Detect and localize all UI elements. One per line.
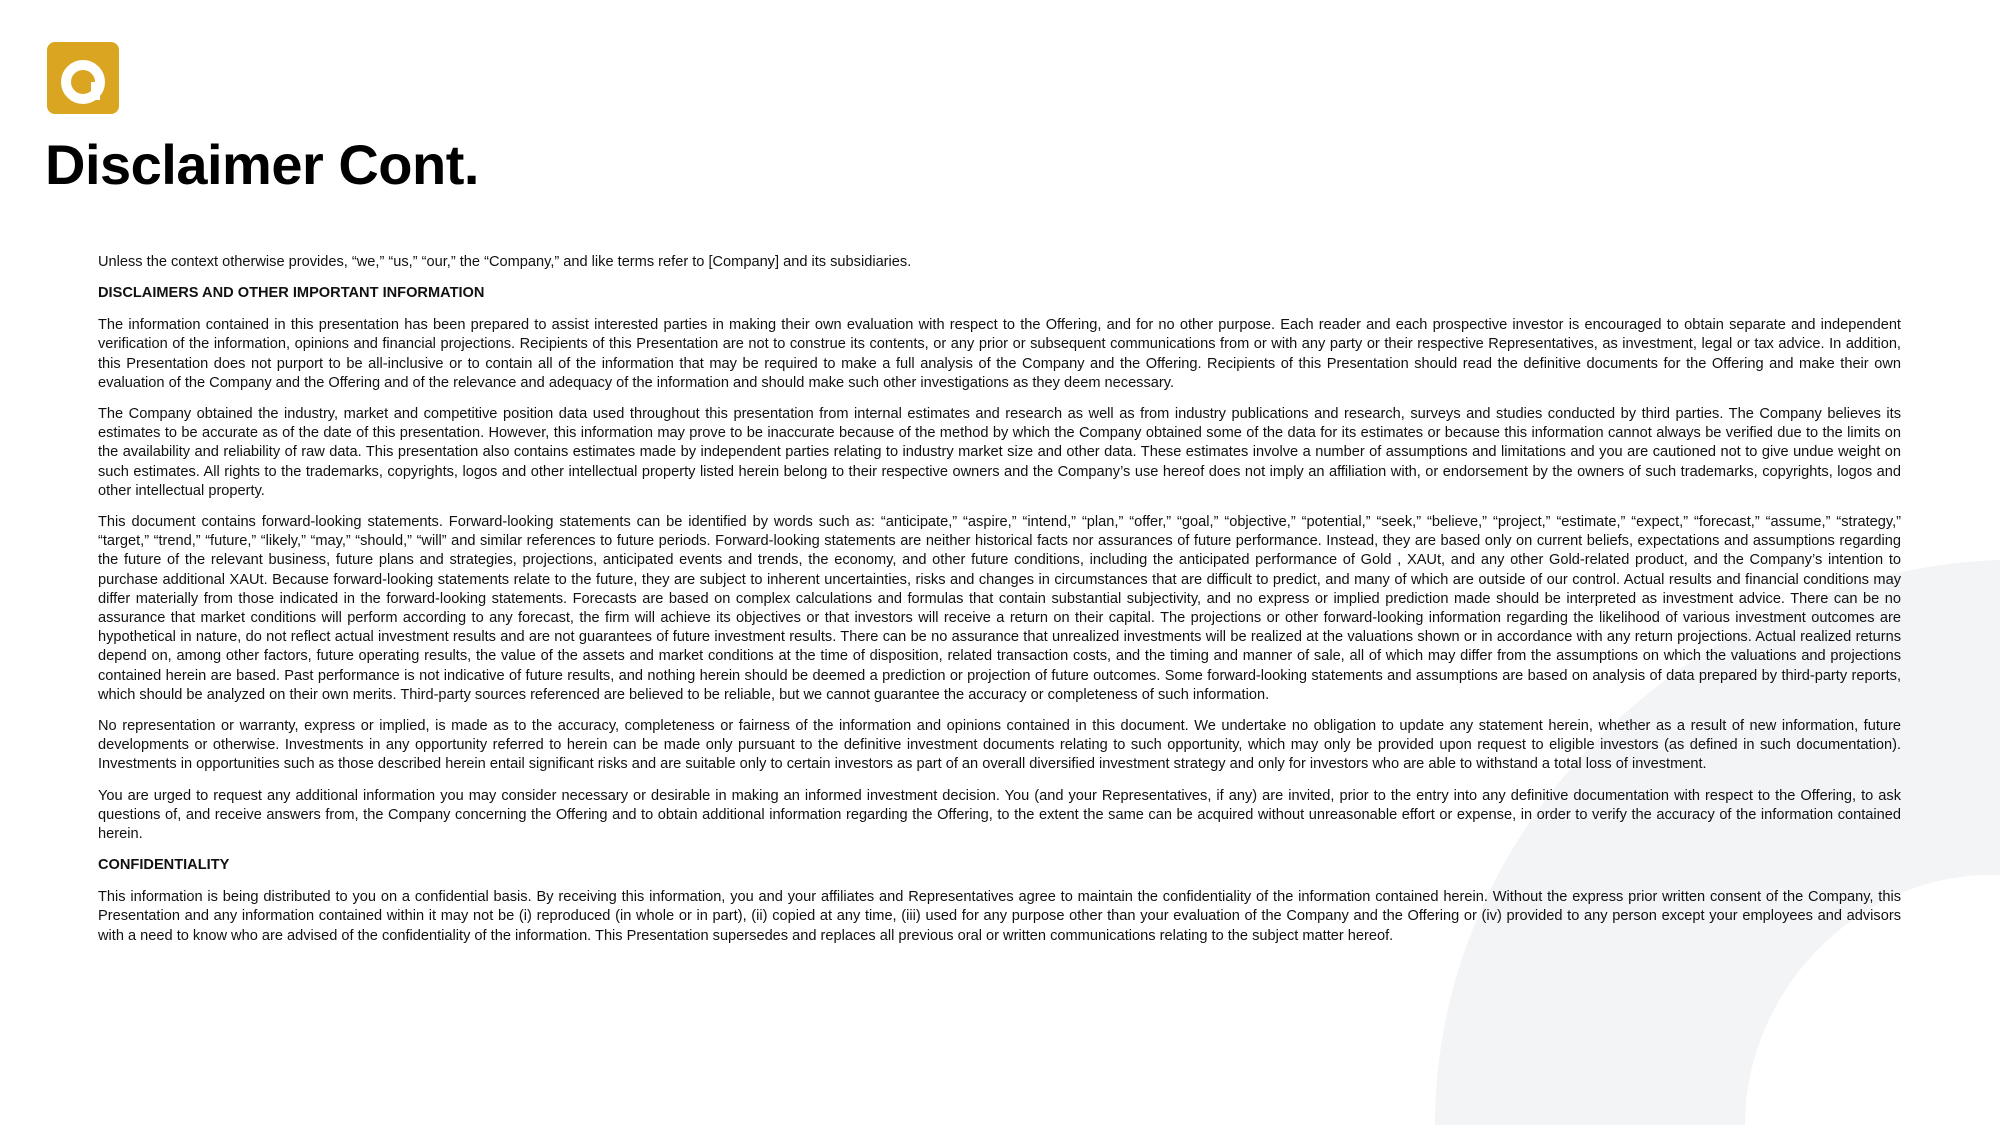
brand-logo-icon [47, 42, 119, 114]
intro-paragraph: Unless the context otherwise provides, “we,” “us,” “our,” the “Company,” and like terms refer to [Company] and its subsidiaries. [98, 254, 912, 270]
disclaimers-heading: DISCLAIMERS AND OTHER IMPORTANT INFORMATION [98, 285, 485, 302]
disclaimer-paragraph: This document contains forward-looking statements. Forward-looking statements can be identified by words such as: “anticipate,” “aspire,” “intend,” “plan,” “offer,” “goal,” “objective,” “potential,” “seek,” “believe,” “project,” “estimate,” “expect,” “forecast,” “assume,” “strategy,” “target,” “trend,” “future,” “likely,” “may,” “should,” “will” and similar references to future periods. Forward-looking statements are neither historical facts nor assurances of future performance. Instead, they are based only on current beliefs, expectations and assumptions regarding the future of the relevant business, future plans and strategies, projections, anticipated events and trends, the economy, and other future conditions, including the anticipated performance of Gold , XAUt, and any other Gold-related product, and the Company’s intention to purchase additional XAUt. Because forward-looking statements relate to the future, they are subject to inherent uncertainties, risks and changes in circumstances that are difficult to predict, and many of which are outside of our control. Actual results and financial conditions may differ materially from those indicated in the forward-looking statements. Forecasts are based on complex calculations and formulas that contain substantial subjectivity, and no express or implied prediction made should be interpreted as investment advice. There can be no assurance that market conditions will perform according to any forecast, the firm will achieve its objectives or that investors will receive a return on their capital. The projections or other forward-looking information regarding the likelihood of various investment outcomes are hypothetical in nature, do not reflect actual investment results and are not guarantees of future investment results. There can be no assurance that unrealized investments will be realized at the valuations shown or in accordance with any return projections. Actual realized returns depend on, among other factors, future operating results, the value of the assets and market conditions at the time of disposition, related transaction costs, and the timing and manner of sale, all of which may differ from the assumptions on which the valuations and projections contained herein are based. Past performance is not indicative of future results, and nothing herein should be deemed a prediction or projection of future outcomes. Some forward-looking statements and assumptions are based on analysis of data prepared by third-party reports, which should be analyzed on their own merits. Third-party sources referenced are believed to be reliable, but we cannot guarantee the accuracy or completeness of such information. [98, 514, 1901, 703]
disclaimer-paragraph: The information contained in this presentation has been prepared to assist interested parties in making their own evaluation with respect to the Offering, and for no other purpose. Each reader and each prospective investor is encouraged to obtain separate and independent verification of the information, opinions and financial projections. Recipients of this Presentation are not to construe its contents, or any prior or subsequent communications from or with any party or their respective Representatives, as investment, legal or tax advice. In addition, this Presentation does not purport to be all-inclusive or to contain all of the information that may be required to make a full analysis of the Company and the Offering. Recipients of this Presentation should read the definitive documents for the Offering and make their own evaluation of the Company and the Offering and of the relevance and adequacy of the information and should make such other investigations as they deem necessary. [98, 317, 1901, 391]
disclaimer-paragraph: No representation or warranty, express or implied, is made as to the accuracy, completeness or fairness of the information and opinions contained in this document. We undertake no obligation to update any statement herein, whether as a result of new information, future developments or otherwise. Investments in any opportunity referred to herein can be made only pursuant to the definitive investment documents relating to such opportunity, which may only be provided upon request to eligible investors (as defined in such documentation). Investments in opportunities such as those described herein entail significant risks and are suitable only to certain investors as part of an overall diversified investment strategy and only for investors who are able to withstand a total loss of investment. [98, 718, 1901, 773]
confidentiality-heading: CONFIDENTIALITY [98, 857, 230, 874]
disclaimer-body [98, 253, 1901, 958]
brand-logo [47, 42, 119, 114]
confidentiality-paragraph: This information is being distributed to you on a confidential basis. By receiving this information, you and your affiliates and Representatives agree to maintain the confidentiality of the information contained herein. Without the express prior written consent of the Company, this Presentation and any information contained within it may not be (i) reproduced (in whole or in part), (ii) copied at any time, (iii) used for any purpose other than your evaluation of the Company and the Offering or (iv) provided to any person except your employees and advisors with a need to know who are advised of the confidentiality of the information. This Presentation supersedes and replaces all previous oral or written communications relating to the subject matter hereof. [98, 889, 1901, 944]
disclaimer-paragraph: The Company obtained the industry, market and competitive position data used throughout this presentation from internal estimates and research as well as from industry publications and research, surveys and studies conducted by third parties. The Company believes its estimates to be accurate as of the date of this presentation. However, this information may prove to be inaccurate because of the method by which the Company obtained some of the data for its estimates or because this information cannot always be verified due to the limits on the availability and reliability of raw data. This presentation also contains estimates made by independent parties relating to industry market size and other data. These estimates involve a number of assumptions and limitations and you are cautioned not to give undue weight on such estimates. All rights to the trademarks, copyrights, logos and other intellectual property listed herein belong to their respective owners and the Company’s use hereof does not imply an affiliation with, or endorsement by the owners of such trademarks, copyrights, logos and other intellectual property. [98, 406, 1901, 499]
disclaimer-paragraph: You are urged to request any additional information you may consider necessary or desirable in making an informed investment decision. You (and your Representatives, if any) are invited, prior to the entry into any definitive documentation with respect to the Offering, to ask questions of, and receive answers from, the Company concerning the Offering and to obtain additional information regarding the Offering, to the extent the same can be acquired without unreasonable effort or expense, in order to verify the accuracy of the information contained herein. [98, 787, 1901, 843]
page-title: Disclaimer Cont. [45, 133, 479, 196]
